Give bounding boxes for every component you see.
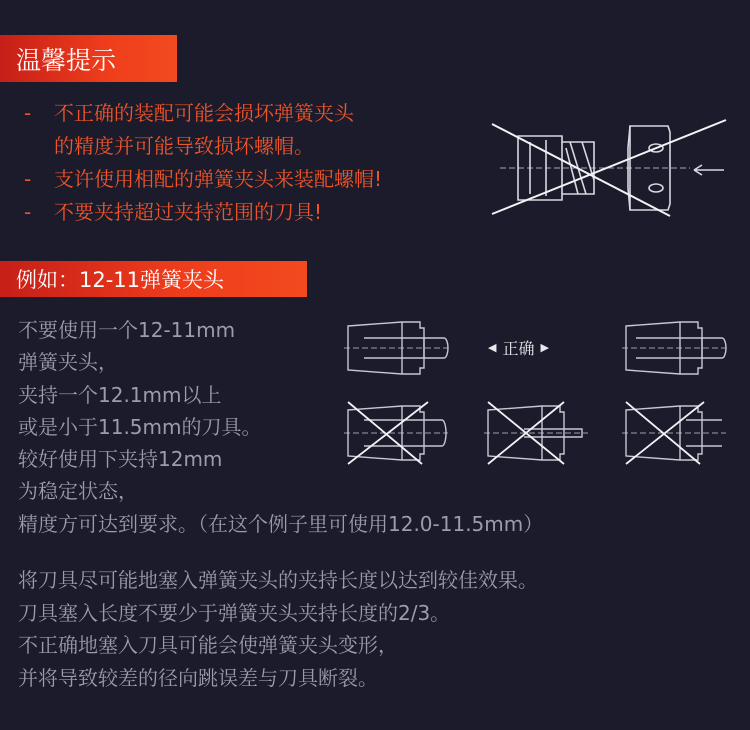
example-header [0, 261, 307, 297]
note-line: 将刀具尽可能地塞入弹簧夹头的夹持长度以达到较佳效果。 [18, 568, 538, 592]
warning-text: 支许使用相配的弹簧夹头来装配螺帽! [54, 167, 383, 191]
notes-block [18, 564, 538, 694]
tip-title: 温馨提示 [16, 45, 117, 75]
warning-item-1 [24, 97, 354, 130]
note-line: 不正确地塞入刀具可能会使弹簧夹头变形， [18, 633, 398, 657]
wrong-collet-1 [344, 398, 448, 468]
warning-item-3 [24, 196, 322, 229]
wrong-assembly-illustration [490, 118, 730, 218]
triangle-left-icon: ◀ [488, 341, 497, 354]
tip-header [0, 35, 177, 82]
correct-label [488, 336, 549, 359]
wrong-collet-2 [484, 398, 588, 468]
warning-text: 不正确的装配可能会损坏弹簧夹头 [54, 101, 354, 125]
correct-collet-right [622, 318, 726, 378]
example-line: 为稳定状态， [18, 479, 138, 504]
correct-text: 正确 [502, 339, 535, 358]
triangle-right-icon: ▶ [540, 341, 549, 354]
example-line: 较好使用下夹持12mm [18, 447, 223, 472]
example-text [18, 314, 543, 540]
example-line: 精度方可达到要求。（在这个例子里可使用12.0-11.5mm） [18, 511, 544, 536]
wrong-collet-3 [622, 398, 726, 468]
correct-collet-left [344, 318, 448, 378]
example-line: 弹簧夹头， [18, 350, 118, 375]
cross-line [492, 120, 726, 214]
example-title: 例如：12-11弹簧夹头 [16, 268, 225, 292]
warning-item-2 [24, 163, 382, 196]
example-line: 或是小于11.5mm的刀具。 [18, 414, 262, 439]
warning-dash: - [24, 167, 32, 191]
warning-dash: - [24, 101, 32, 125]
warning-dash: - [24, 200, 32, 224]
example-line: 夹持一个12.1mm以上 [18, 382, 222, 407]
warning-text: 的精度并可能导致损坏螺帽。 [54, 134, 314, 158]
note-line: 刀具塞入长度不要少于弹簧夹头夹持长度的2/3。 [18, 600, 451, 625]
example-line: 不要使用一个12-11mm [18, 318, 236, 342]
warning-text: 不要夹持超过夹持范围的刀具! [54, 200, 323, 224]
note-line: 并将导致较差的径向跳误差与刀具断裂。 [18, 665, 378, 690]
warning-item-1-cont [54, 130, 314, 163]
